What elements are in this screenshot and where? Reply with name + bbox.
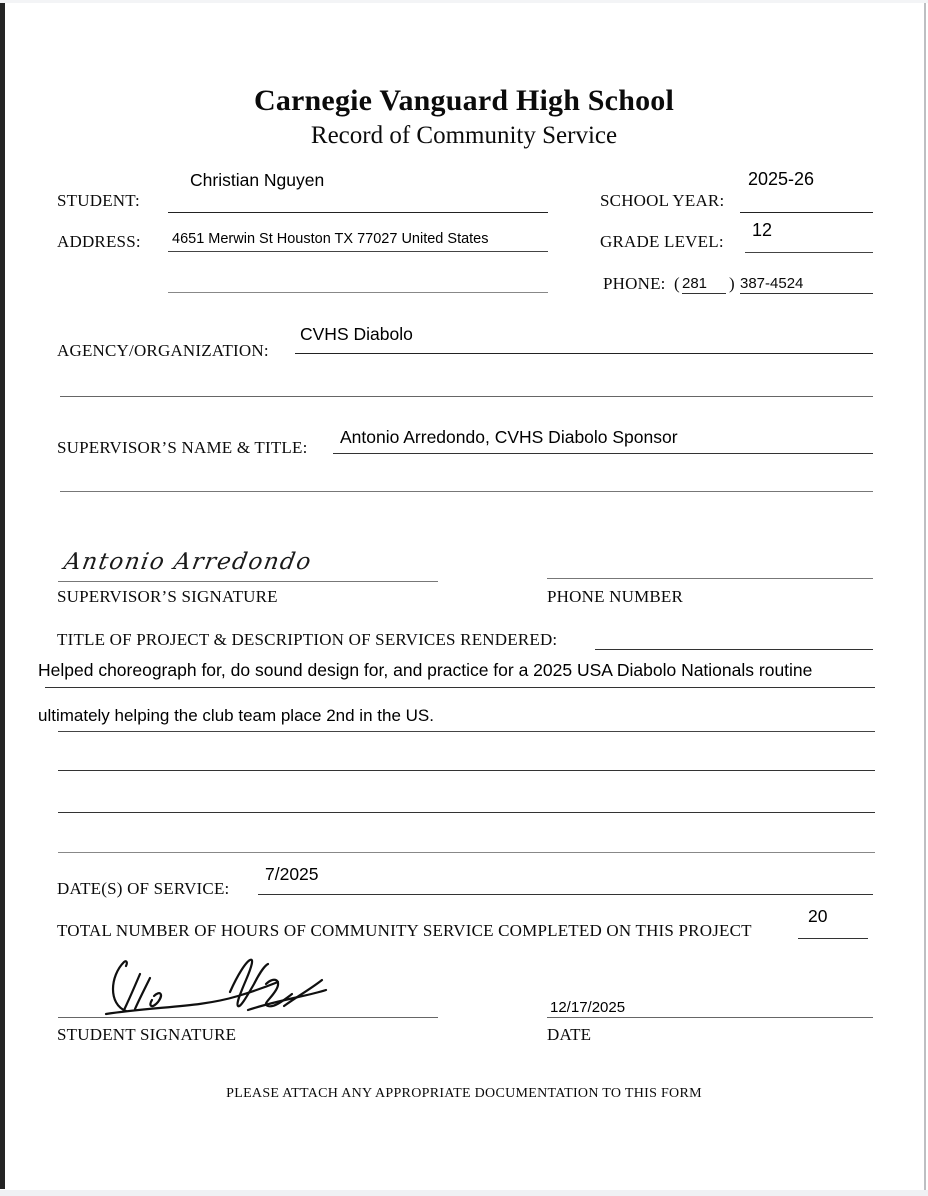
date-label: DATE <box>547 1025 592 1044</box>
student-field-line <box>168 212 548 213</box>
project-description-line1[interactable]: Helped choreograph for, do sound design for, and practice for a 2025 USA Diabolo Nationals routine <box>38 660 813 680</box>
date-field-line <box>547 1017 873 1018</box>
supervisor-name-field-line <box>333 453 873 454</box>
agency-label: AGENCY/ORGANIZATION: <box>57 341 269 360</box>
dates-of-service-field-line <box>258 894 873 895</box>
phone-area-code[interactable]: 281 <box>682 275 726 294</box>
grade-level-field-line <box>745 252 873 253</box>
agency-value[interactable]: CVHS Diabolo <box>300 324 413 344</box>
supervisor-signature-label: SUPERVISOR’S SIGNATURE <box>57 587 278 606</box>
phone-number-value[interactable]: 387-4524 <box>740 275 873 294</box>
student-value[interactable]: Christian Nguyen <box>190 170 325 190</box>
total-hours-field-line <box>798 938 868 939</box>
phone-open-paren: ( <box>674 274 680 293</box>
address-label: ADDRESS: <box>57 232 141 251</box>
school-year-value[interactable]: 2025-26 <box>748 169 815 189</box>
phone-label: PHONE: <box>603 274 666 293</box>
total-hours-label: TOTAL NUMBER OF HOURS OF COMMUNITY SERVICE COMPLETED ON THIS PROJECT <box>57 921 752 940</box>
project-title-blank[interactable] <box>595 649 873 650</box>
address-field-line <box>168 251 548 252</box>
student-signature-ink <box>88 956 328 1018</box>
dates-of-service-label: DATE(S) OF SERVICE: <box>57 879 230 898</box>
supervisor-signature-line <box>58 581 438 582</box>
phone-close-paren: ) <box>729 274 735 293</box>
student-label: STUDENT: <box>57 191 140 210</box>
description-line1-rule <box>45 687 875 688</box>
description-line2-rule <box>58 731 875 732</box>
form-subtitle: Record of Community Service <box>310 122 618 149</box>
grade-level-label: GRADE LEVEL: <box>600 232 724 251</box>
footer-note: PLEASE ATTACH ANY APPROPRIATE DOCUMENTATION TO THIS FORM <box>226 1086 702 1101</box>
page-edge-left <box>0 3 5 1189</box>
address-line2-blank[interactable] <box>168 292 548 293</box>
description-blank-line-3[interactable] <box>58 852 875 853</box>
address-value[interactable]: 4651 Merwin St Houston TX 77027 United States <box>172 231 489 247</box>
page-edge-top <box>0 0 928 3</box>
student-signature-line <box>58 1017 438 1018</box>
school-year-label: SCHOOL YEAR: <box>600 191 725 210</box>
school-year-field-line <box>740 212 873 213</box>
form-title: Carnegie Vanguard High School <box>253 84 675 117</box>
page-edge-bottom <box>0 1190 928 1196</box>
supervisor-line2-blank[interactable] <box>60 491 873 492</box>
date-value[interactable]: 12/17/2025 <box>550 999 626 1016</box>
description-blank-line-2[interactable] <box>58 812 875 813</box>
total-hours-value[interactable]: 20 <box>808 906 828 926</box>
student-signature-label: STUDENT SIGNATURE <box>57 1025 237 1044</box>
agency-line2-blank[interactable] <box>60 396 873 397</box>
supervisor-signature-text: Antonio Arredondo <box>62 549 315 575</box>
page-edge-right <box>924 3 926 1190</box>
supervisor-name-label: SUPERVISOR’S NAME & TITLE: <box>57 438 308 457</box>
project-label: TITLE OF PROJECT & DESCRIPTION OF SERVICES RENDERED: <box>57 630 558 649</box>
project-description-line2[interactable]: ultimately helping the club team place 2nd in the US. <box>38 706 434 725</box>
supervisor-name-value[interactable]: Antonio Arredondo, CVHS Diabolo Sponsor <box>340 427 678 447</box>
supervisor-phone-label: PHONE NUMBER <box>547 587 684 606</box>
agency-field-line <box>295 353 873 354</box>
dates-of-service-value[interactable]: 7/2025 <box>265 864 319 884</box>
supervisor-phone-blank[interactable] <box>547 578 873 579</box>
grade-level-value[interactable]: 12 <box>752 220 773 240</box>
description-blank-line-1[interactable] <box>58 770 875 771</box>
